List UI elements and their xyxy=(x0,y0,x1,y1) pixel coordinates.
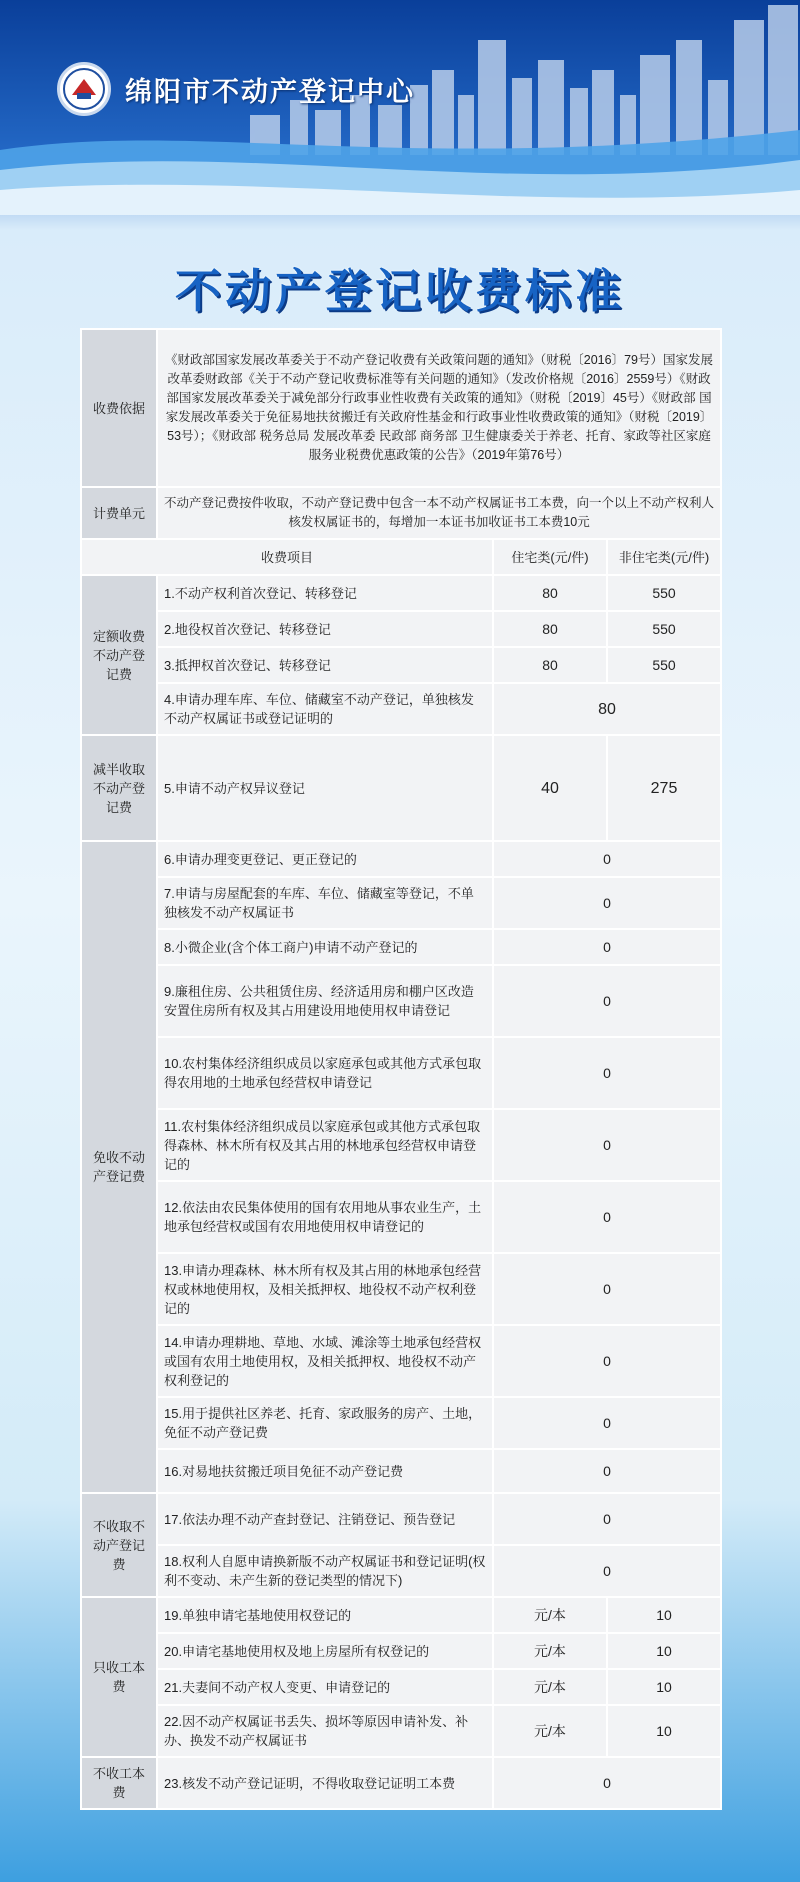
row-fee: 0 xyxy=(493,929,721,965)
row-text: 1.不动产权利首次登记、转移登记 xyxy=(157,575,493,611)
row-text: 15.用于提供社区养老、托育、家政服务的房产、土地，免征不动产登记费 xyxy=(157,1397,493,1449)
row-nonres: 550 xyxy=(607,575,721,611)
row-text: 12.依法由农民集体使用的国有农用地从事农业生产，土地承包经营权或国有农用地使用权申请登记的 xyxy=(157,1181,493,1253)
table-row xyxy=(81,539,721,575)
category-exempt: 免收不动产登记费 xyxy=(81,841,157,1493)
row-fee: 0 xyxy=(493,1109,721,1181)
row-fee: 0 xyxy=(493,1325,721,1397)
table-row xyxy=(81,1181,721,1253)
row-res: 80 xyxy=(493,575,607,611)
row-nonres: 275 xyxy=(607,735,721,841)
table-row xyxy=(81,1757,721,1809)
row-unit: 元/本 xyxy=(493,1705,607,1757)
table-row xyxy=(81,1253,721,1325)
table-row xyxy=(81,1705,721,1757)
row-fee: 0 xyxy=(493,1757,721,1809)
row-text: 14.申请办理耕地、草地、水域、滩涂等土地承包经营权或国有农用土地使用权，及相关抵押权、地役权不动产权利登记的 xyxy=(157,1325,493,1397)
row-text: 11.农村集体经济组织成员以家庭承包或其他方式承包取得森林、林木所有权及其占用的林地承包经营权申请登记的 xyxy=(157,1109,493,1181)
category-fixed: 定额收费不动产登记费 xyxy=(81,575,157,735)
row-res: 80 xyxy=(493,647,607,683)
table-row xyxy=(81,683,721,735)
row-unit: 元/本 xyxy=(493,1633,607,1669)
header-banner xyxy=(0,0,800,215)
table-row xyxy=(81,1325,721,1397)
row-fee: 0 xyxy=(493,1545,721,1597)
row-text: 16.对易地扶贫搬迁项目免征不动产登记费 xyxy=(157,1449,493,1493)
row-text: 7.申请与房屋配套的车库、车位、储藏室等登记，不单独核发不动产权属证书 xyxy=(157,877,493,929)
row-text: 18.权利人自愿申请换新版不动产权属证书和登记证明(权利不变动、未产生新的登记类型的情况下) xyxy=(157,1545,493,1597)
table-row xyxy=(81,929,721,965)
column-header-non-residential: 非住宅类(元/件) xyxy=(607,539,721,575)
row-unit: 元/本 xyxy=(493,1669,607,1705)
category-half: 减半收取不动产登记费 xyxy=(81,735,157,841)
table-row xyxy=(81,1633,721,1669)
row-text: 17.依法办理不动产查封登记、注销登记、预告登记 xyxy=(157,1493,493,1545)
row-res: 80 xyxy=(493,611,607,647)
row-fee: 0 xyxy=(493,1397,721,1449)
table-row xyxy=(81,735,721,841)
category-bookonly: 只收工本费 xyxy=(81,1597,157,1757)
row-fee: 80 xyxy=(493,683,721,735)
page-title: 不动产登记收费标准 xyxy=(175,264,625,318)
table-row xyxy=(81,965,721,1037)
table-row xyxy=(81,1597,721,1633)
table-row xyxy=(81,575,721,611)
row-nonres: 550 xyxy=(607,611,721,647)
row-text: 3.抵押权首次登记、转移登记 xyxy=(157,647,493,683)
row-text: 9.廉租住房、公共租赁住房、经济适用房和棚户区改造安置住房所有权及其占用建设用地使用权申请登记 xyxy=(157,965,493,1037)
row-price: 10 xyxy=(607,1597,721,1633)
row-fee: 0 xyxy=(493,877,721,929)
category-nobook: 不收工本费 xyxy=(81,1757,157,1809)
unit-text: 不动产登记费按件收取，不动产登记费中包含一本不动产权属证书工本费，向一个以上不动产权利人核发权属证书的，每增加一本证书加收证书工本费10元 xyxy=(157,487,721,539)
row-text: 5.申请不动产权异议登记 xyxy=(157,735,493,841)
basis-text: 《财政部国家发展改革委关于不动产登记收费有关政策问题的通知》（财税〔2016〕79号）国家发展改革委财政部《关于不动产登记收费标准等有关问题的通知》（发改价格规〔2016〕2559号）《财政部国家发展改革委关于减免部分行政事业性收费有关政策的通知》（财税〔2019〕45号）《财政部 国家发展改革委关于免征易地扶贫搬迁有关政府性基金和行政事业性收费政策的通知》（财税〔2019〕53号）；《财政部 税务总局 发展改革委 民政部 商务部 卫生健康委关于养老、托育、家政等社区家庭服务业税费优惠政策的公告》（2019年第76号） xyxy=(157,329,721,487)
row-price: 10 xyxy=(607,1633,721,1669)
row-fee: 0 xyxy=(493,1253,721,1325)
registry-logo-icon xyxy=(57,62,111,116)
row-text: 20.申请宅基地使用权及地上房屋所有权登记的 xyxy=(157,1633,493,1669)
table-row xyxy=(81,329,721,487)
table-row xyxy=(81,1493,721,1545)
column-header-residential: 住宅类(元/件) xyxy=(493,539,607,575)
row-text: 8.小微企业(含个体工商户)申请不动产登记的 xyxy=(157,929,493,965)
column-header-item: 收费项目 xyxy=(81,539,493,575)
table-row xyxy=(81,877,721,929)
table-row xyxy=(81,841,721,877)
table-row xyxy=(81,487,721,539)
unit-label: 计费单元 xyxy=(81,487,157,539)
table-row xyxy=(81,1449,721,1493)
row-fee: 0 xyxy=(493,1493,721,1545)
row-text: 22.因不动产权属证书丢失、损坏等原因申请补发、补办、换发不动产权属证书 xyxy=(157,1705,493,1757)
row-text: 19.单独申请宅基地使用权登记的 xyxy=(157,1597,493,1633)
row-unit: 元/本 xyxy=(493,1597,607,1633)
fee-standard-table xyxy=(80,328,722,1810)
table-row xyxy=(81,611,721,647)
row-price: 10 xyxy=(607,1669,721,1705)
row-fee: 0 xyxy=(493,1449,721,1493)
table-row xyxy=(81,1545,721,1597)
row-price: 10 xyxy=(607,1705,721,1757)
row-nonres: 550 xyxy=(607,647,721,683)
row-fee: 0 xyxy=(493,1181,721,1253)
row-fee: 0 xyxy=(493,841,721,877)
row-text: 21.夫妻间不动产权人变更、申请登记的 xyxy=(157,1669,493,1705)
table-row xyxy=(81,1109,721,1181)
row-text: 2.地役权首次登记、转移登记 xyxy=(157,611,493,647)
row-text: 23.核发不动产登记证明，不得收取登记证明工本费 xyxy=(157,1757,493,1809)
row-text: 6.申请办理变更登记、更正登记的 xyxy=(157,841,493,877)
row-fee: 0 xyxy=(493,965,721,1037)
row-res: 40 xyxy=(493,735,607,841)
category-nofee: 不收取不动产登记费 xyxy=(81,1493,157,1597)
basis-label: 收费依据 xyxy=(81,329,157,487)
table-row xyxy=(81,1669,721,1705)
row-text: 10.农村集体经济组织成员以家庭承包或其他方式承包取得农用地的土地承包经营权申请登记 xyxy=(157,1037,493,1109)
row-text: 13.申请办理森林、林木所有权及其占用的林地承包经营权或林地使用权，及相关抵押权、地役权不动产权利登记的 xyxy=(157,1253,493,1325)
row-text: 4.申请办理车库、车位、储藏室不动产登记，单独核发不动产权属证书或登记证明的 xyxy=(157,683,493,735)
row-fee: 0 xyxy=(493,1037,721,1109)
org-name: 绵阳市不动产登记中心 xyxy=(125,77,415,108)
table-row xyxy=(81,1397,721,1449)
table-row xyxy=(81,647,721,683)
table-row xyxy=(81,1037,721,1109)
